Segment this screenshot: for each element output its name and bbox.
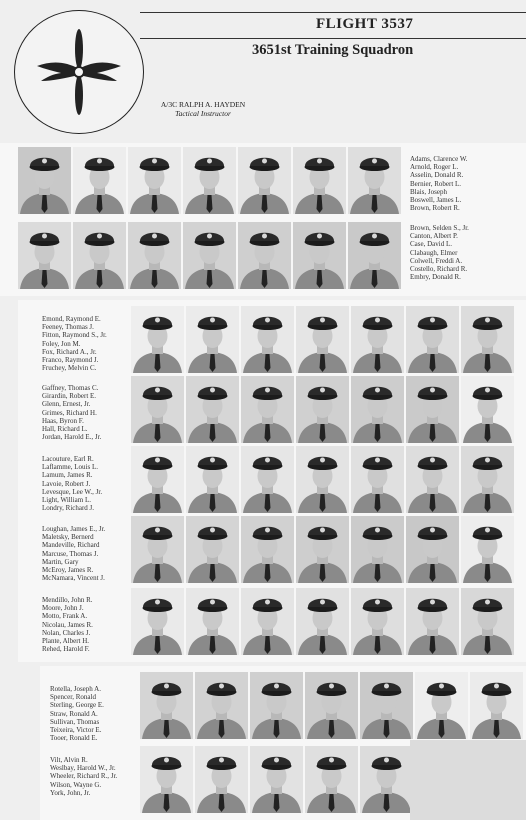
cadet-name: Haas, Byron F. bbox=[42, 416, 84, 425]
cadet-portrait bbox=[406, 376, 459, 443]
cadet-name: Emond, Raymond E. bbox=[42, 315, 101, 323]
cadet-name: McEroy, James R. bbox=[42, 565, 94, 574]
cadet-name: Fox, Richard A., Jr. bbox=[42, 347, 97, 356]
name-list bbox=[50, 756, 117, 797]
cadet-portrait bbox=[183, 147, 236, 214]
cadet-name: Bernier, Robert L. bbox=[410, 179, 462, 188]
cadet-portrait bbox=[250, 746, 303, 813]
cadet-name: Lavoie, Robert J. bbox=[42, 479, 91, 488]
cadet-portrait bbox=[296, 588, 349, 655]
cadet-name: Case, David L. bbox=[410, 240, 452, 249]
header-rule-top bbox=[140, 12, 526, 13]
cadet-name: Rehed, Harold F. bbox=[42, 645, 90, 654]
cadet-name: Lamum, James R. bbox=[42, 471, 93, 480]
photo-row bbox=[131, 306, 514, 373]
cadet-name: Arnold, Roger L. bbox=[410, 163, 459, 172]
air-corps-propeller-wings-icon bbox=[15, 11, 143, 133]
cadet-name: Fruchey, Melvin C. bbox=[42, 364, 97, 373]
cadet-portrait bbox=[131, 376, 184, 443]
cadet-name: Costello, Richard R. bbox=[410, 264, 468, 273]
cadet-portrait bbox=[351, 306, 404, 373]
cadet-name: Londry, Richard J. bbox=[42, 504, 95, 513]
name-list bbox=[410, 224, 469, 281]
cadet-name: Teixeira, Victor E. bbox=[50, 725, 102, 734]
cadet-portrait bbox=[293, 222, 346, 289]
cadet-name: Glenn, Ernest, Jr. bbox=[42, 400, 91, 409]
photo-row bbox=[131, 376, 514, 443]
cadet-name: Blais, Joseph bbox=[410, 187, 447, 196]
cadet-portrait bbox=[131, 588, 184, 655]
cadet-name: Asselin, Donald R. bbox=[410, 171, 464, 180]
cadet-name: Brown, Selden S., Jr. bbox=[410, 224, 469, 232]
cadet-name: Light, William L. bbox=[42, 495, 91, 504]
cadet-portrait bbox=[461, 446, 514, 513]
cadet-name: Clabaugh, Elmer bbox=[410, 248, 458, 257]
cadet-name: Embry, Donald R. bbox=[410, 273, 461, 282]
photo-row bbox=[140, 746, 413, 813]
cadet-portrait bbox=[296, 306, 349, 373]
cadet-name: Maletsky, Bernerd bbox=[42, 533, 94, 542]
flight-title: FLIGHT 3537 bbox=[316, 16, 414, 32]
cadet-portrait bbox=[348, 147, 401, 214]
cadet-name: Wheeler, Richard R., Jr. bbox=[50, 772, 118, 781]
cadet-portrait bbox=[195, 672, 248, 739]
cadet-name: Lacouture, Earl R. bbox=[42, 455, 94, 463]
name-list bbox=[42, 455, 102, 512]
cadet-name: Feeney, Thomas J. bbox=[42, 323, 94, 332]
cadet-name: Wilson, Wayne G. bbox=[50, 780, 102, 789]
name-list bbox=[42, 315, 107, 372]
cadet-name: Boswell, James L. bbox=[410, 195, 462, 204]
cadet-name: McNamara, Vincent J. bbox=[42, 574, 105, 583]
cadet-name: Straw, Ronald A. bbox=[50, 709, 98, 718]
cadet-name: Colwell, Freddi A. bbox=[410, 256, 463, 265]
cadet-portrait bbox=[296, 376, 349, 443]
cadet-portrait bbox=[351, 516, 404, 583]
cadet-portrait bbox=[250, 672, 303, 739]
cadet-portrait bbox=[195, 746, 248, 813]
cadet-portrait bbox=[241, 376, 294, 443]
photo-row bbox=[18, 147, 401, 214]
cadet-portrait bbox=[406, 446, 459, 513]
cadet-portrait bbox=[238, 147, 291, 214]
cadet-portrait bbox=[351, 588, 404, 655]
cadet-portrait bbox=[186, 376, 239, 443]
cadet-name: Laflamme, Louis L. bbox=[42, 463, 98, 472]
cadet-portrait bbox=[186, 588, 239, 655]
cadet-name: Motto, Frank A. bbox=[42, 612, 88, 621]
cadet-portrait bbox=[128, 147, 181, 214]
cadet-name: Adams, Clarence W. bbox=[410, 155, 468, 163]
cadet-name: Sterling, George E. bbox=[50, 701, 104, 710]
cadet-portrait bbox=[131, 306, 184, 373]
air-corps-emblem bbox=[14, 10, 144, 134]
photo-row bbox=[140, 672, 523, 739]
cadet-name: Sullivan, Thomas bbox=[50, 717, 100, 726]
name-list bbox=[410, 155, 468, 212]
cadet-portrait bbox=[470, 672, 523, 739]
photo-row bbox=[131, 588, 514, 655]
cadet-name: Foley, Jon M. bbox=[42, 339, 81, 348]
cadet-name: Mandeville, Richard bbox=[42, 541, 100, 550]
cadet-portrait bbox=[305, 746, 358, 813]
cadet-portrait bbox=[73, 147, 126, 214]
cadet-name: Loughan, James E., Jr. bbox=[42, 525, 106, 533]
cadet-portrait bbox=[293, 147, 346, 214]
instructor-caption bbox=[148, 100, 258, 118]
cadet-portrait bbox=[186, 516, 239, 583]
cadet-portrait bbox=[296, 446, 349, 513]
photo-row bbox=[131, 446, 514, 513]
photo-row bbox=[131, 516, 514, 583]
cadet-name: Nicolau, James R. bbox=[42, 620, 93, 629]
cadet-portrait bbox=[351, 376, 404, 443]
cadet-portrait bbox=[406, 306, 459, 373]
cadet-portrait bbox=[360, 746, 413, 813]
cadet-name: Canton, Albert P. bbox=[410, 232, 458, 241]
cadet-portrait bbox=[186, 446, 239, 513]
name-list bbox=[42, 525, 105, 582]
cadet-portrait bbox=[461, 588, 514, 655]
cadet-portrait bbox=[348, 222, 401, 289]
cadet-name: Grimes, Richard H. bbox=[42, 408, 97, 417]
cadet-name: Weslbay, Harold W., Jr. bbox=[50, 764, 116, 773]
cadet-name: Girardin, Robert E. bbox=[42, 392, 97, 401]
cadet-portrait bbox=[131, 446, 184, 513]
cadet-portrait bbox=[238, 222, 291, 289]
cadet-name: Plante, Albert H. bbox=[42, 636, 90, 645]
cadet-portrait bbox=[461, 306, 514, 373]
cadet-portrait bbox=[406, 516, 459, 583]
cadet-portrait bbox=[351, 446, 404, 513]
name-list bbox=[50, 685, 104, 742]
cadet-name: Vilt, Alvin R. bbox=[50, 756, 88, 764]
name-list bbox=[42, 384, 101, 441]
cadet-name: Marcuse, Thomas J. bbox=[42, 549, 99, 558]
cadet-portrait bbox=[186, 306, 239, 373]
cadet-portrait bbox=[241, 306, 294, 373]
cadet-portrait bbox=[461, 516, 514, 583]
name-list bbox=[42, 596, 93, 653]
cadet-portrait bbox=[18, 222, 71, 289]
cadet-name: Brown, Robert R. bbox=[410, 204, 460, 213]
cadet-name: Spencer, Ronald bbox=[50, 693, 96, 702]
cadet-name: Fitton, Raymond S., Jr. bbox=[42, 331, 107, 340]
cadet-portrait bbox=[128, 222, 181, 289]
cadet-portrait bbox=[18, 147, 71, 214]
cadet-portrait bbox=[360, 672, 413, 739]
photo-row bbox=[18, 222, 401, 289]
cadet-name: Gaffney, Thomas C. bbox=[42, 384, 99, 392]
cadet-portrait bbox=[241, 446, 294, 513]
empty-photo-area bbox=[410, 740, 526, 820]
cadet-name: Mendillo, John R. bbox=[42, 596, 93, 604]
cadet-portrait bbox=[140, 746, 193, 813]
instructor-name: A/3C RALPH A. HAYDEN bbox=[160, 100, 246, 109]
cadet-name: Tooer, Ronald E. bbox=[50, 734, 98, 743]
header-rule-mid bbox=[140, 38, 526, 39]
cadet-name: Moore, John J. bbox=[42, 604, 84, 613]
cadet-name: York, John, Jr. bbox=[50, 788, 91, 797]
cadet-portrait bbox=[415, 672, 468, 739]
cadet-portrait bbox=[461, 376, 514, 443]
cadet-portrait bbox=[241, 588, 294, 655]
cadet-name: Rotella, Joseph A. bbox=[50, 685, 101, 693]
cadet-portrait bbox=[406, 588, 459, 655]
cadet-name: Franco, Raymond J. bbox=[42, 355, 99, 364]
cadet-portrait bbox=[241, 516, 294, 583]
cadet-name: Martin, Gary bbox=[42, 557, 79, 566]
cadet-name: Hall, Richard L. bbox=[42, 424, 88, 433]
cadet-portrait bbox=[73, 222, 126, 289]
cadet-portrait bbox=[183, 222, 236, 289]
cadet-name: Nolan, Charles J. bbox=[42, 628, 91, 637]
instructor-role: Tactical Instructor bbox=[175, 109, 231, 118]
cadet-portrait bbox=[131, 516, 184, 583]
cadet-portrait bbox=[140, 672, 193, 739]
cadet-portrait bbox=[305, 672, 358, 739]
cadet-name: Levesque, Lee W., Jr. bbox=[42, 487, 103, 496]
squadron-title: 3651st Training Squadron bbox=[252, 42, 414, 58]
cadet-name: Jordan, Harold E., Jr. bbox=[42, 433, 102, 442]
cadet-portrait bbox=[296, 516, 349, 583]
